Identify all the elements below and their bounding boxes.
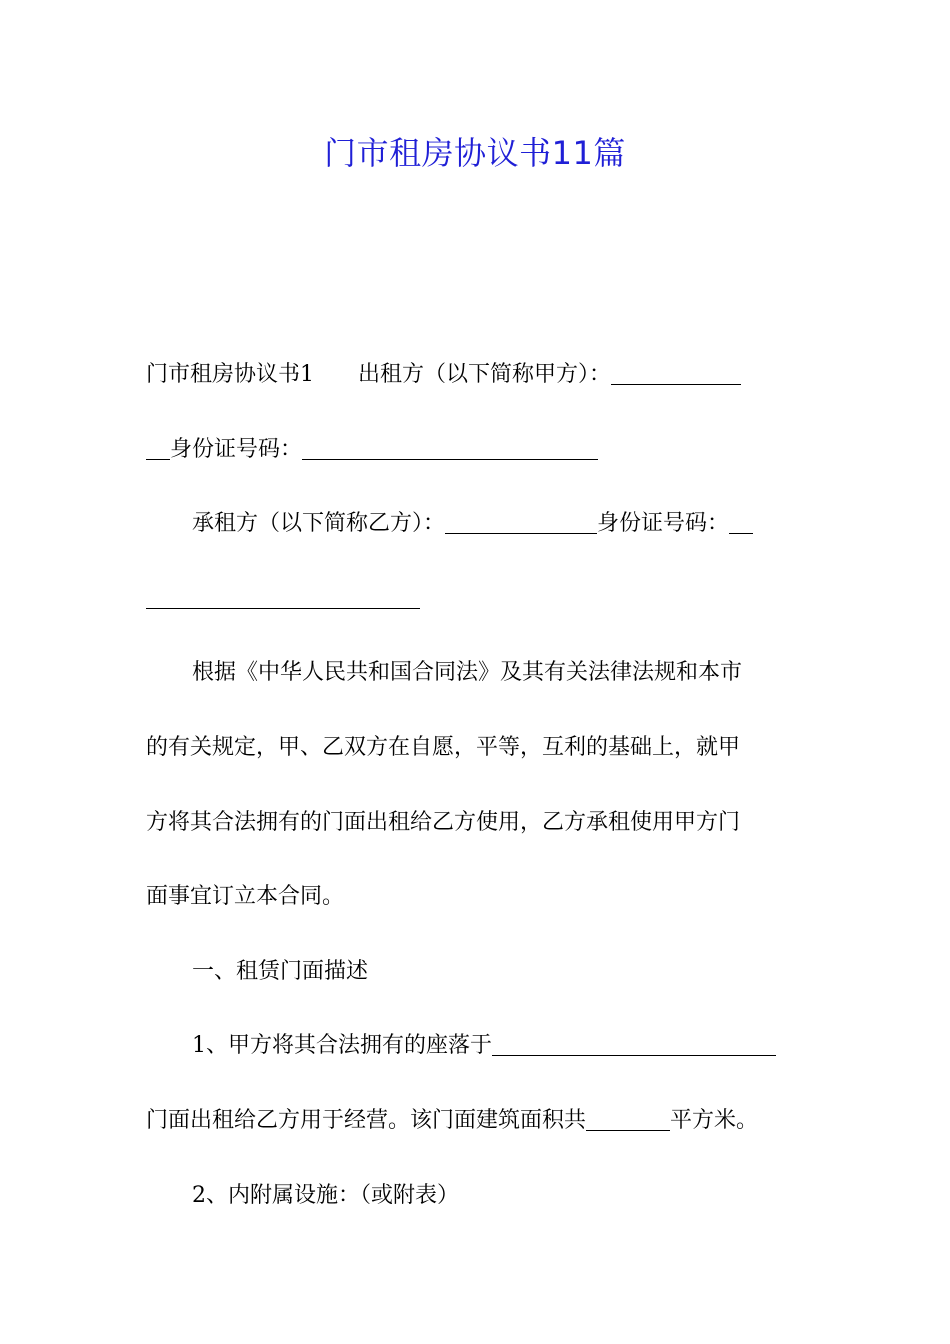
item-text: 1、甲方将其合法拥有的座落于 xyxy=(192,1033,492,1059)
body-text: 方将其合法拥有的门面出租给乙方使用，乙方承租使用甲方门 xyxy=(146,809,741,835)
lessee-label: 承租方（以下简称乙方）： xyxy=(192,511,446,537)
paragraph-line xyxy=(146,786,808,861)
lessee-id-label: 身份证号码： xyxy=(597,511,730,537)
paragraph-line xyxy=(146,711,808,786)
document-title: 门市租房协议书11篇 xyxy=(324,134,626,172)
section-heading-text: 一、租赁门面描述 xyxy=(192,958,369,984)
item-text: 门面出租给乙方用于经营。该门面建筑面积共 xyxy=(146,1107,587,1133)
lessee-id-blank-cont xyxy=(146,586,420,609)
lessor-id-blank xyxy=(302,437,598,460)
body-text: 面事宜订立本合同。 xyxy=(146,884,345,910)
paragraph-line xyxy=(146,636,808,711)
paragraph-line xyxy=(146,1159,808,1234)
lessee-id-blank xyxy=(729,511,753,534)
lessor-id-label: 身份证号码： xyxy=(170,436,303,462)
lessor-blank xyxy=(611,362,741,385)
paragraph-line xyxy=(146,338,808,413)
agreement-heading: 门市租房协议书1 xyxy=(146,362,314,387)
item-text: 平方米。 xyxy=(670,1107,759,1133)
paragraph-line xyxy=(146,1084,808,1159)
body-text: 根据《中华人民共和国合同法》及其有关法律法规和本市 xyxy=(192,660,743,686)
lessor-blank-cont xyxy=(146,437,170,460)
body-text: 的有关规定，甲、乙双方在自愿，平等，互利的基础上，就甲 xyxy=(146,734,741,760)
area-blank xyxy=(586,1108,670,1131)
paragraph-line xyxy=(146,413,808,488)
document-body xyxy=(146,338,808,1233)
paragraph-line xyxy=(146,487,808,562)
section-heading xyxy=(146,935,808,1010)
lessee-blank xyxy=(445,511,597,534)
paragraph-line xyxy=(146,860,808,935)
paragraph-line xyxy=(146,562,808,637)
item-text: 2、内附属设施：（或附表） xyxy=(192,1182,459,1208)
lessor-label: 出租方（以下简称甲方）： xyxy=(358,362,612,387)
location-blank xyxy=(492,1033,776,1056)
paragraph-line xyxy=(146,1009,808,1084)
